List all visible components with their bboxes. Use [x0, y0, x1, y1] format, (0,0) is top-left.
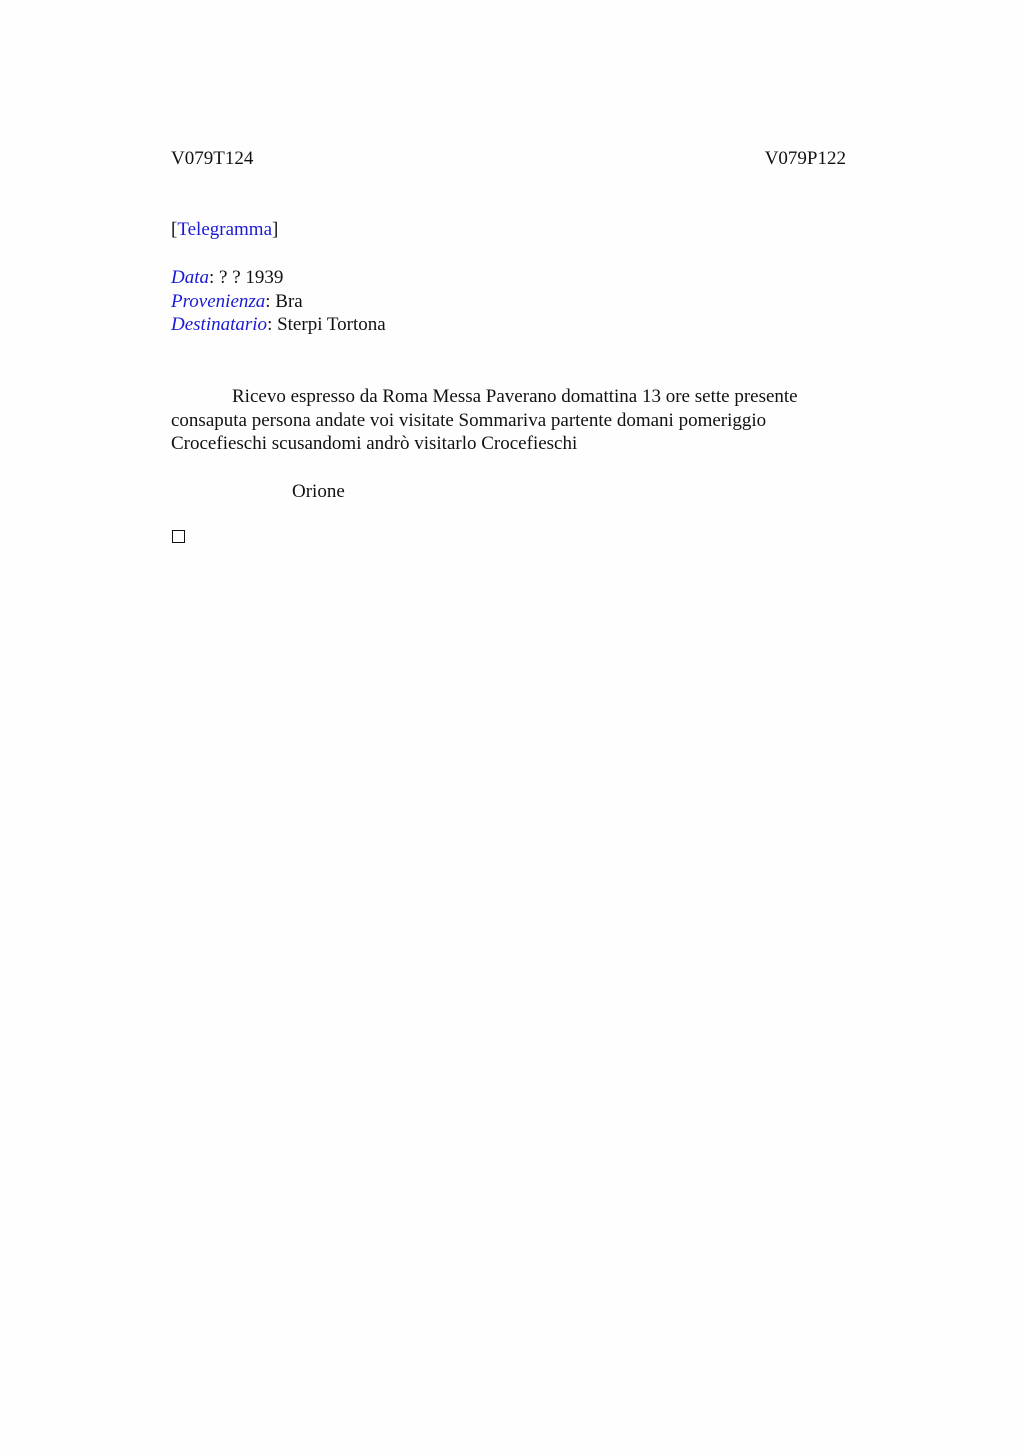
data-value: : ? ? 1939 [209, 267, 284, 288]
open-bracket: [ [171, 219, 178, 240]
meta-row-data [171, 266, 386, 290]
document-metadata [171, 266, 386, 337]
meta-row-destinatario [171, 313, 386, 337]
end-marker-box-icon [172, 530, 185, 543]
close-bracket: ] [272, 219, 279, 240]
signature: Orione [292, 481, 345, 502]
data-label: Data [171, 267, 209, 288]
document-codes [171, 147, 846, 171]
meta-row-provenienza [171, 290, 386, 314]
document-code-right: V079P122 [764, 148, 846, 169]
document-type [171, 218, 278, 242]
document-code-left: V079T124 [171, 148, 254, 169]
destinatario-label: Destinatario [171, 314, 268, 335]
provenienza-label: Provenienza [171, 290, 266, 312]
telegram-body: Ricevo espresso da Roma Messa Paverano domattina 13 ore sette presente consaputa persona andate voi visitate Sommariva partente domani pomeriggio Crocefieschi scusandomi andrò visitarlo Crocefieschi [171, 386, 798, 454]
provenienza-value: : Bra [265, 290, 303, 312]
destinatario-value: : Sterpi Tortona [267, 314, 386, 335]
document-type-label: Telegramma [177, 219, 273, 240]
